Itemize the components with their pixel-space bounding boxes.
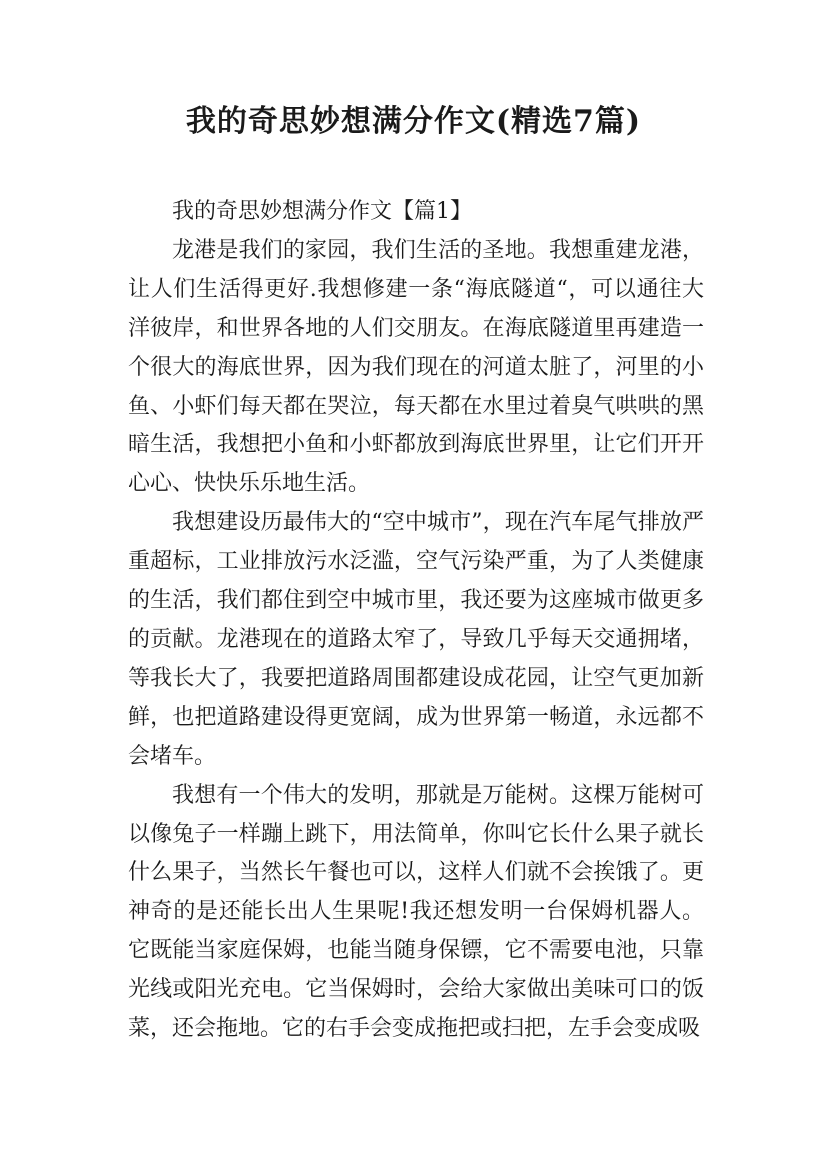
paragraph-3: 我想有一个伟大的发明，那就是万能树。这棵万能树可以像兔子一样蹦上跳下，用法简单，你叫它长什么果子就长什么果子，当然长午餐也可以，这样人们就不会挨饿了。更神奇的是还能长出人生果呢!我还想发明一台保姆机器人。它既能当家庭保姆，也能当随身保镖，它不需要电池，只靠光线或阳光充电。它当保姆时，会给大家做出美味可口的饭菜，还会拖地。它的右手会变成拖把或扫把，左手会变成吸	[128, 782, 704, 1042]
document-title: 我的奇思妙想满分作文(精选7篇)	[185, 104, 642, 139]
paragraph-1: 龙港是我们的家园，我们生活的圣地。我想重建龙港，让人们生活得更好.我想修建一条“海底隧道“，可以通往大洋彼岸，和世界各地的人们交朋友。在海底隧道里再建造一个很大的海底世界，因为我们现在的河道太脏了，河里的小鱼、小虾们每天都在哭泣，每天都在水里过着臭气哄哄的黑暗生活，我想把小鱼和小虾都放到海底世界里，让它们开开心心、快快乐乐地生活。	[128, 237, 704, 497]
section-heading: 我的奇思妙想满分作文【篇1】	[172, 199, 472, 224]
document-body	[128, 193, 704, 1049]
paragraph-2: 我想建设历最伟大的“空中城市”，现在汽车尾气排放严重超标，工业排放污水泛滥，空气污染严重，为了人类健康的生活，我们都住到空中城市里，我还要为这座城市做更多的贡献。龙港现在的道路太窄了，导致几乎每天交通拥堵，等我长大了，我要把道路周围都建设成花园，让空气更加新鲜，也把道路建设得更宽阔，成为世界第一畅道，永远都不会堵车。	[128, 510, 704, 769]
